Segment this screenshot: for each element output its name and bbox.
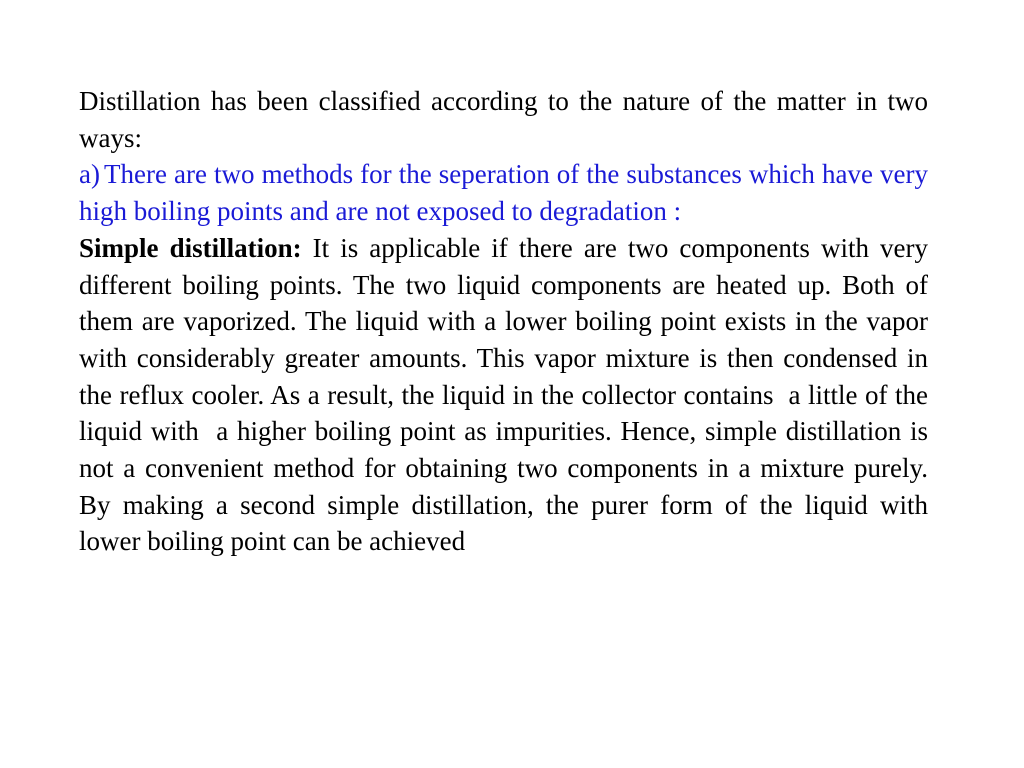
- intro-paragraph: Distillation has been classified according to the nature of the matter in two ways:: [79, 86, 928, 153]
- point-a-paragraph: [79, 156, 928, 229]
- slide-content: [79, 83, 935, 560]
- simple-distillation-paragraph: [79, 230, 935, 560]
- point-a-marker: a): [79, 159, 100, 190]
- point-a-text: There are two methods for the seperation of the substances which have very high boiling points and are not exposed to degradation :: [79, 159, 928, 227]
- simple-distillation-body: It is applicable if there are two components with very different boiling points. The two liquid components are heated up. Both of them are vaporized. The liquid with a lower boiling point exists in the vapor with considerably greater amounts. This vapor mixture is then condensed in the reflux cooler. As a result, the liquid in the collector contains a little of the liquid with a higher boiling point as impurities. Hence, simple distillation is not a convenient method for obtaining two components in a mixture purely. By making a second simple distillation, the purer form of the liquid with lower boiling point can be achieved: [79, 232, 935, 557]
- simple-distillation-term: Simple distillation:: [79, 232, 302, 263]
